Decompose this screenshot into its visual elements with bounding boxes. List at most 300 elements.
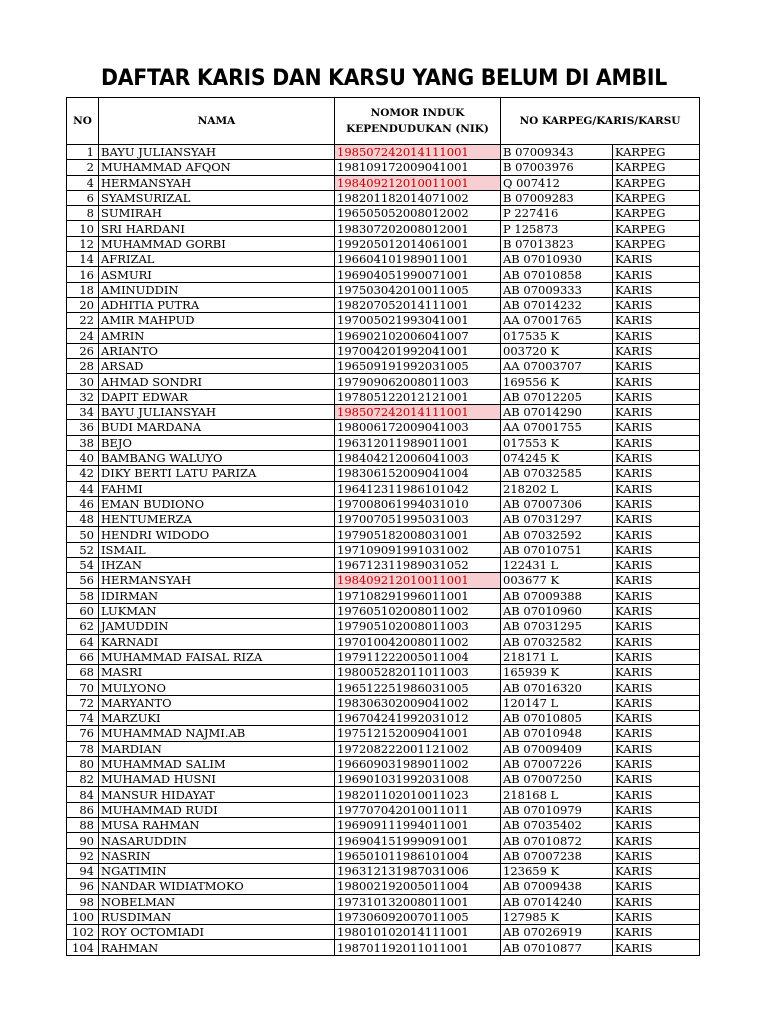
- cell-nama: MUHAMMAD GORBI: [99, 236, 335, 251]
- cell-nomor-kartu: AB 07012205: [501, 389, 613, 404]
- cell-nomor-kartu: 218168 L: [501, 787, 613, 802]
- cell-nik: 198006172009041003: [335, 420, 501, 435]
- cell-no: 48: [67, 512, 99, 527]
- cell-no: 44: [67, 481, 99, 496]
- cell-no: 36: [67, 420, 99, 435]
- cell-nomor-kartu: AB 07010948: [501, 726, 613, 741]
- table-row: [67, 863, 700, 878]
- table-row: [67, 405, 700, 420]
- cell-nama: MUHAMAD HUSNI: [99, 772, 335, 787]
- table-row: [67, 282, 700, 297]
- cell-nama: HERMANSYAH: [99, 573, 335, 588]
- cell-nik: 196505052008012002: [335, 206, 501, 221]
- cell-jenis-kartu: KARIS: [613, 818, 700, 833]
- cell-no: 76: [67, 726, 99, 741]
- cell-nik: 197911222005011004: [335, 649, 501, 664]
- table-row: [67, 741, 700, 756]
- cell-nik: 197905182008031001: [335, 527, 501, 542]
- cell-nik: 198002192005011004: [335, 879, 501, 894]
- cell-nik: 198507242014111001: [335, 405, 501, 420]
- cell-jenis-kartu: KARIS: [613, 343, 700, 358]
- cell-nama: BUDI MARDANA: [99, 420, 335, 435]
- cell-nik: 196412311986101042: [335, 481, 501, 496]
- cell-nik: 197004201992041001: [335, 343, 501, 358]
- cell-jenis-kartu: KARIS: [613, 787, 700, 802]
- cell-nama: AFRIZAL: [99, 252, 335, 267]
- cell-nik: 196512251986031005: [335, 680, 501, 695]
- cell-nomor-kartu: 165939 K: [501, 665, 613, 680]
- table-row: [67, 435, 700, 450]
- table-row: [67, 649, 700, 664]
- cell-nama: BEJO: [99, 435, 335, 450]
- cell-nomor-kartu: AB 07010930: [501, 252, 613, 267]
- cell-jenis-kartu: KARIS: [613, 649, 700, 664]
- cell-nik: 198109172009041001: [335, 160, 501, 175]
- cell-jenis-kartu: KARIS: [613, 695, 700, 710]
- table-header-row: [67, 98, 700, 145]
- table-row: [67, 145, 700, 160]
- cell-jenis-kartu: KARIS: [613, 710, 700, 725]
- cell-nomor-kartu: 218171 L: [501, 649, 613, 664]
- cell-nama: ADHITIA PUTRA: [99, 297, 335, 312]
- cell-no: 78: [67, 741, 99, 756]
- cell-nama: EMAN BUDIONO: [99, 496, 335, 511]
- table-row: [67, 236, 700, 251]
- cell-nik: 197010042008011002: [335, 634, 501, 649]
- cell-no: 60: [67, 603, 99, 618]
- cell-nama: IDIRMAN: [99, 588, 335, 603]
- table-row: [67, 206, 700, 221]
- table-row: [67, 190, 700, 205]
- cell-nomor-kartu: AB 07009409: [501, 741, 613, 756]
- cell-nik: 196509191992031005: [335, 359, 501, 374]
- cell-nama: ROY OCTOMIADI: [99, 925, 335, 940]
- cell-jenis-kartu: KARIS: [613, 634, 700, 649]
- cell-nik: 197008061994031010: [335, 496, 501, 511]
- table-row: [67, 848, 700, 863]
- cell-nik: 198201102010011023: [335, 787, 501, 802]
- cell-nik: 198306302009041002: [335, 695, 501, 710]
- cell-nama: SRI HARDANI: [99, 221, 335, 236]
- cell-nik: 198409212010011001: [335, 175, 501, 190]
- cell-no: 50: [67, 527, 99, 542]
- cell-nomor-kartu: AA 07001765: [501, 313, 613, 328]
- cell-nomor-kartu: AB 07010979: [501, 802, 613, 817]
- cell-nama: FAHMI: [99, 481, 335, 496]
- cell-jenis-kartu: KARIS: [613, 420, 700, 435]
- cell-nomor-kartu: AB 07010960: [501, 603, 613, 618]
- cell-jenis-kartu: KARIS: [613, 252, 700, 267]
- cell-nomor-kartu: B 07013823: [501, 236, 613, 251]
- cell-nomor-kartu: AB 07016320: [501, 680, 613, 695]
- cell-nik: 196312011989011001: [335, 435, 501, 450]
- cell-nama: ARIANTO: [99, 343, 335, 358]
- table-row: [67, 603, 700, 618]
- cell-nomor-kartu: 122431 L: [501, 558, 613, 573]
- cell-nik: 198201182014071002: [335, 190, 501, 205]
- table-row: [67, 787, 700, 802]
- cell-jenis-kartu: KARIS: [613, 619, 700, 634]
- cell-no: 62: [67, 619, 99, 634]
- cell-jenis-kartu: KARIS: [613, 833, 700, 848]
- cell-jenis-kartu: KARIS: [613, 802, 700, 817]
- cell-nomor-kartu: AB 07007226: [501, 756, 613, 771]
- cell-nomor-kartu: 003720 K: [501, 343, 613, 358]
- cell-nama: JAMUDDIN: [99, 619, 335, 634]
- cell-no: 96: [67, 879, 99, 894]
- table-row: [67, 512, 700, 527]
- cell-nik: 197909062008011003: [335, 374, 501, 389]
- table-row: [67, 343, 700, 358]
- table-row: [67, 160, 700, 175]
- table-row: [67, 695, 700, 710]
- cell-nomor-kartu: AB 07035402: [501, 818, 613, 833]
- cell-no: 30: [67, 374, 99, 389]
- cell-nik: 198409212010011001: [335, 573, 501, 588]
- cell-jenis-kartu: KARIS: [613, 466, 700, 481]
- cell-nama: MARDIAN: [99, 741, 335, 756]
- cell-jenis-kartu: KARIS: [613, 512, 700, 527]
- cell-nik: 196904151999091001: [335, 833, 501, 848]
- cell-no: 4: [67, 175, 99, 190]
- header-nama: NAMA: [99, 98, 335, 145]
- cell-nama: NASARUDDIN: [99, 833, 335, 848]
- cell-no: 2: [67, 160, 99, 175]
- cell-no: 10: [67, 221, 99, 236]
- cell-no: 86: [67, 802, 99, 817]
- cell-jenis-kartu: KARIS: [613, 588, 700, 603]
- header-nik: [335, 98, 501, 145]
- cell-nama: MUSA RAHMAN: [99, 818, 335, 833]
- document-title: DAFTAR KARIS DAN KARSU YANG BELUM DI AMBIL: [101, 66, 667, 91]
- cell-no: 40: [67, 450, 99, 465]
- cell-nama: DIKY BERTI LATU PARIZA: [99, 466, 335, 481]
- cell-no: 42: [67, 466, 99, 481]
- cell-nik: 197109091991031002: [335, 542, 501, 557]
- cell-nomor-kartu: AB 07007250: [501, 772, 613, 787]
- cell-jenis-kartu: KARPEG: [613, 236, 700, 251]
- table-row: [67, 389, 700, 404]
- cell-nik: 197905102008011003: [335, 619, 501, 634]
- cell-jenis-kartu: KARPEG: [613, 160, 700, 175]
- cell-nama: SYAMSURIZAL: [99, 190, 335, 205]
- table-row: [67, 297, 700, 312]
- cell-jenis-kartu: KARIS: [613, 313, 700, 328]
- cell-nama: MASRI: [99, 665, 335, 680]
- cell-no: 74: [67, 710, 99, 725]
- cell-no: 32: [67, 389, 99, 404]
- table-row: [67, 175, 700, 190]
- cell-nama: NOBELMAN: [99, 894, 335, 909]
- cell-nik: 196909111994011001: [335, 818, 501, 833]
- cell-no: 16: [67, 267, 99, 282]
- header-no: NO: [67, 98, 99, 145]
- cell-jenis-kartu: KARIS: [613, 772, 700, 787]
- cell-no: 12: [67, 236, 99, 251]
- cell-nama: ASMURI: [99, 267, 335, 282]
- table-row: [67, 313, 700, 328]
- cell-nik: 196904051990071001: [335, 267, 501, 282]
- cell-jenis-kartu: KARIS: [613, 909, 700, 924]
- karis-karsu-table: [66, 97, 700, 956]
- cell-jenis-kartu: KARPEG: [613, 190, 700, 205]
- cell-no: 14: [67, 252, 99, 267]
- cell-jenis-kartu: KARIS: [613, 925, 700, 940]
- cell-nik: 198404212006041003: [335, 450, 501, 465]
- cell-nik: 197310132008011001: [335, 894, 501, 909]
- cell-nama: AMINUDDIN: [99, 282, 335, 297]
- cell-jenis-kartu: KARIS: [613, 741, 700, 756]
- table-row: [67, 450, 700, 465]
- cell-nomor-kartu: AB 07009438: [501, 879, 613, 894]
- cell-nomor-kartu: AB 07014290: [501, 405, 613, 420]
- cell-nik: 196704241992031012: [335, 710, 501, 725]
- cell-nama: RAHMAN: [99, 940, 335, 955]
- cell-jenis-kartu: KARIS: [613, 558, 700, 573]
- cell-nomor-kartu: P 227416: [501, 206, 613, 221]
- cell-jenis-kartu: KARPEG: [613, 145, 700, 160]
- cell-jenis-kartu: KARIS: [613, 328, 700, 343]
- cell-nomor-kartu: 074245 K: [501, 450, 613, 465]
- cell-nama: KARNADI: [99, 634, 335, 649]
- cell-nomor-kartu: 017535 K: [501, 328, 613, 343]
- cell-nik: 198010102014111001: [335, 925, 501, 940]
- cell-nomor-kartu: AB 07032592: [501, 527, 613, 542]
- cell-nomor-kartu: 123659 K: [501, 863, 613, 878]
- header-karpeg: NO KARPEG/KARIS/KARSU: [501, 98, 700, 145]
- table-row: [67, 726, 700, 741]
- table-row: [67, 252, 700, 267]
- cell-no: 46: [67, 496, 99, 511]
- cell-nomor-kartu: B 07009343: [501, 145, 613, 160]
- cell-nik: 196712311989031052: [335, 558, 501, 573]
- table-row: [67, 710, 700, 725]
- cell-no: 88: [67, 818, 99, 833]
- cell-no: 72: [67, 695, 99, 710]
- cell-nik: 196901031992031008: [335, 772, 501, 787]
- cell-no: 6: [67, 190, 99, 205]
- cell-nik: 197512152009041001: [335, 726, 501, 741]
- cell-no: 80: [67, 756, 99, 771]
- cell-no: 104: [67, 940, 99, 955]
- table-row: [67, 634, 700, 649]
- table-row: [67, 925, 700, 940]
- table-row: [67, 542, 700, 557]
- cell-nik: 197306092007011005: [335, 909, 501, 924]
- cell-nomor-kartu: P 125873: [501, 221, 613, 236]
- cell-nama: BAMBANG WALUYO: [99, 450, 335, 465]
- cell-jenis-kartu: KARIS: [613, 405, 700, 420]
- cell-nomor-kartu: AB 07014240: [501, 894, 613, 909]
- cell-no: 34: [67, 405, 99, 420]
- cell-nomor-kartu: AB 07009388: [501, 588, 613, 603]
- cell-no: 68: [67, 665, 99, 680]
- cell-nama: NASRIN: [99, 848, 335, 863]
- cell-jenis-kartu: KARIS: [613, 680, 700, 695]
- table-row: [67, 328, 700, 343]
- cell-nomor-kartu: 120147 L: [501, 695, 613, 710]
- cell-no: 28: [67, 359, 99, 374]
- table-row: [67, 481, 700, 496]
- cell-jenis-kartu: KARIS: [613, 603, 700, 618]
- table-row: [67, 619, 700, 634]
- cell-nomor-kartu: B 07003976: [501, 160, 613, 175]
- cell-jenis-kartu: KARIS: [613, 726, 700, 741]
- cell-jenis-kartu: KARPEG: [613, 221, 700, 236]
- cell-nik: 197605102008011002: [335, 603, 501, 618]
- table-row: [67, 940, 700, 955]
- table-row: [67, 833, 700, 848]
- cell-no: 18: [67, 282, 99, 297]
- cell-nama: AMIR MAHPUD: [99, 313, 335, 328]
- cell-nik: 196604101989011001: [335, 252, 501, 267]
- cell-nomor-kartu: AB 07007238: [501, 848, 613, 863]
- cell-no: 98: [67, 894, 99, 909]
- cell-nomor-kartu: 169556 K: [501, 374, 613, 389]
- header-nik-line2: KEPENDUDUKAN (NIK): [346, 123, 489, 135]
- cell-no: 66: [67, 649, 99, 664]
- cell-no: 56: [67, 573, 99, 588]
- cell-no: 70: [67, 680, 99, 695]
- cell-nama: MANSUR HIDAYAT: [99, 787, 335, 802]
- cell-no: 24: [67, 328, 99, 343]
- cell-nik: 198507242014111001: [335, 145, 501, 160]
- cell-no: 38: [67, 435, 99, 450]
- cell-jenis-kartu: KARIS: [613, 359, 700, 374]
- cell-nik: 197805122012121001: [335, 389, 501, 404]
- cell-no: 52: [67, 542, 99, 557]
- cell-nama: ISMAIL: [99, 542, 335, 557]
- cell-jenis-kartu: KARIS: [613, 940, 700, 955]
- table-row: [67, 588, 700, 603]
- cell-nama: AHMAD SONDRI: [99, 374, 335, 389]
- cell-jenis-kartu: KARIS: [613, 756, 700, 771]
- cell-nomor-kartu: 127985 K: [501, 909, 613, 924]
- cell-no: 90: [67, 833, 99, 848]
- cell-no: 26: [67, 343, 99, 358]
- cell-nomor-kartu: AB 07007306: [501, 496, 613, 511]
- table-row: [67, 894, 700, 909]
- cell-nomor-kartu: AB 07009333: [501, 282, 613, 297]
- cell-nomor-kartu: AB 07010751: [501, 542, 613, 557]
- cell-nomor-kartu: AB 07010872: [501, 833, 613, 848]
- cell-jenis-kartu: KARIS: [613, 435, 700, 450]
- cell-nama: MUHAMMAD NAJMI.AB: [99, 726, 335, 741]
- cell-nik: 197707042010011011: [335, 802, 501, 817]
- cell-nama: SUMIRAH: [99, 206, 335, 221]
- cell-no: 64: [67, 634, 99, 649]
- cell-nama: IHZAN: [99, 558, 335, 573]
- cell-nama: MUHAMMAD SALIM: [99, 756, 335, 771]
- table-row: [67, 527, 700, 542]
- cell-nik: 197503042010011005: [335, 282, 501, 297]
- cell-nik: 196902102006041007: [335, 328, 501, 343]
- cell-nik: 197108291996011001: [335, 588, 501, 603]
- cell-jenis-kartu: KARIS: [613, 527, 700, 542]
- cell-nik: 198701192011011001: [335, 940, 501, 955]
- cell-jenis-kartu: KARPEG: [613, 175, 700, 190]
- table-row: [67, 772, 700, 787]
- cell-jenis-kartu: KARIS: [613, 481, 700, 496]
- table-row: [67, 420, 700, 435]
- cell-nama: MUHAMMAD RUDI: [99, 802, 335, 817]
- cell-no: 20: [67, 297, 99, 312]
- cell-nama: MULYONO: [99, 680, 335, 695]
- cell-no: 82: [67, 772, 99, 787]
- cell-nama: ARSAD: [99, 359, 335, 374]
- cell-nomor-kartu: AB 07010858: [501, 267, 613, 282]
- cell-nama: BAYU JULIANSYAH: [99, 145, 335, 160]
- cell-nik: 199205012014061001: [335, 236, 501, 251]
- table-row: [67, 818, 700, 833]
- cell-nama: RUSDIMAN: [99, 909, 335, 924]
- cell-nama: MARZUKI: [99, 710, 335, 725]
- cell-no: 1: [67, 145, 99, 160]
- cell-nama: HENDRI WIDODO: [99, 527, 335, 542]
- cell-nama: LUKMAN: [99, 603, 335, 618]
- cell-nomor-kartu: AB 07010877: [501, 940, 613, 955]
- cell-nama: AMRIN: [99, 328, 335, 343]
- cell-nik: 196501011986101004: [335, 848, 501, 863]
- cell-jenis-kartu: KARIS: [613, 542, 700, 557]
- cell-nik: 196312131987031006: [335, 863, 501, 878]
- cell-jenis-kartu: KARPEG: [613, 206, 700, 221]
- cell-no: 22: [67, 313, 99, 328]
- cell-nik: 198306152009041004: [335, 466, 501, 481]
- cell-no: 8: [67, 206, 99, 221]
- cell-jenis-kartu: KARIS: [613, 389, 700, 404]
- cell-no: 100: [67, 909, 99, 924]
- cell-nik: 197208222001121002: [335, 741, 501, 756]
- table-row: [67, 573, 700, 588]
- cell-nomor-kartu: Q 007412: [501, 175, 613, 190]
- cell-no: 54: [67, 558, 99, 573]
- cell-nama: NANDAR WIDIATMOKO: [99, 879, 335, 894]
- cell-no: 58: [67, 588, 99, 603]
- cell-nomor-kartu: AB 07014232: [501, 297, 613, 312]
- cell-jenis-kartu: KARIS: [613, 374, 700, 389]
- cell-nomor-kartu: AA 07003707: [501, 359, 613, 374]
- cell-jenis-kartu: KARIS: [613, 267, 700, 282]
- cell-nik: 198207052014111001: [335, 297, 501, 312]
- cell-nama: DAPIT EDWAR: [99, 389, 335, 404]
- cell-nama: HENTUMERZA: [99, 512, 335, 527]
- cell-nomor-kartu: AB 07031295: [501, 619, 613, 634]
- cell-nama: MUHAMMAD AFQON: [99, 160, 335, 175]
- cell-nama: MARYANTO: [99, 695, 335, 710]
- cell-nomor-kartu: AB 07010805: [501, 710, 613, 725]
- cell-nomor-kartu: AB 07032585: [501, 466, 613, 481]
- table-row: [67, 802, 700, 817]
- cell-jenis-kartu: KARIS: [613, 665, 700, 680]
- table-row: [67, 267, 700, 282]
- cell-nama: MUHAMMAD FAISAL RIZA: [99, 649, 335, 664]
- cell-jenis-kartu: KARIS: [613, 297, 700, 312]
- cell-jenis-kartu: KARIS: [613, 848, 700, 863]
- table-row: [67, 496, 700, 511]
- cell-nik: 198005282011011003: [335, 665, 501, 680]
- cell-nomor-kartu: 017553 K: [501, 435, 613, 450]
- cell-jenis-kartu: KARIS: [613, 496, 700, 511]
- cell-nomor-kartu: 218202 L: [501, 481, 613, 496]
- table-body: [67, 145, 700, 956]
- cell-nama: HERMANSYAH: [99, 175, 335, 190]
- table-row: [67, 374, 700, 389]
- cell-nama: BAYU JULIANSYAH: [99, 405, 335, 420]
- cell-nik: 198307202008012001: [335, 221, 501, 236]
- cell-nik: 196609031989011002: [335, 756, 501, 771]
- cell-no: 94: [67, 863, 99, 878]
